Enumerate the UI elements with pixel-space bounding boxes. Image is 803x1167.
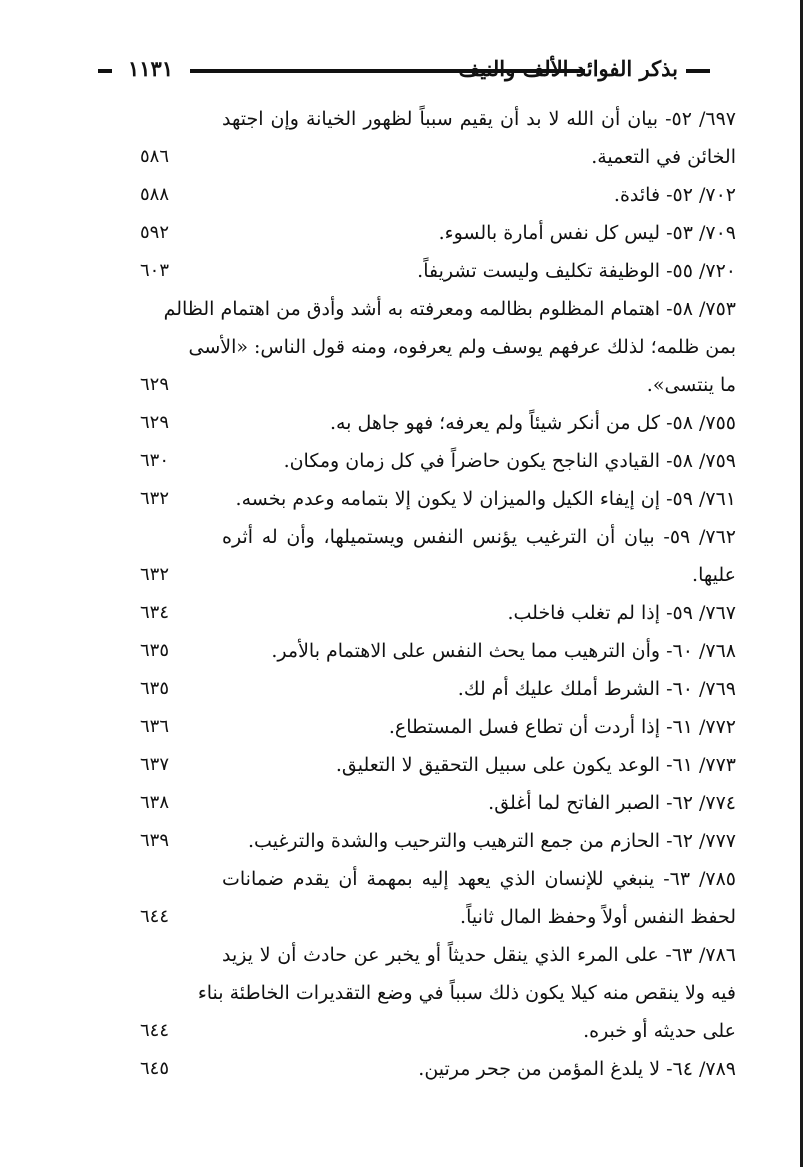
- entry-text-line: على حديثه أو خبره.: [583, 1020, 736, 1042]
- index-entry: [140, 708, 736, 746]
- index-entry: [140, 442, 736, 480]
- entry-text-line: بمن ظلمه؛ لذلك عرفهم يوسف ولم يعرفوه، ومنه قول الناس: «الأسى: [188, 336, 736, 358]
- entry-text-line: ٧٥٥/ ٥٨- كل من أنكر شيئاً ولم يعرفه؛ فهو جاهل به.: [329, 412, 736, 434]
- header-dash-right: [686, 69, 710, 73]
- index-entry: [140, 518, 736, 594]
- index-entry: [140, 176, 736, 214]
- entry-text-line: ٧٦٨/ ٦٠- وأن الترهيب مما يحث النفس على الاهتمام بالأمر.: [271, 640, 736, 662]
- entry-text-line: ٧٥٩/ ٥٨- القيادي الناجح يكون حاضراً في كل زمان ومكان.: [283, 450, 736, 472]
- index-entry: [140, 746, 736, 784]
- entry-text-line: الخائن في التعمية.: [591, 146, 736, 168]
- index-entry: [140, 860, 736, 936]
- entry-page-number: ٥٩٢: [140, 222, 170, 243]
- index-entry: [140, 252, 736, 290]
- entry-page-number: ٦٣٩: [140, 830, 170, 851]
- entry-text-line: ٦٩٧/ ٥٢- بيان أن الله لا بد أن يقيم سبباً لظهور الخيانة وإن اجتهد: [222, 108, 736, 130]
- entry-text-line: ٧٦١/ ٥٩- إن إيفاء الكيل والميزان لا يكون إلا بتمامه وعدم بخسه.: [235, 488, 736, 510]
- entry-page-number: ٦٤٥: [140, 1058, 170, 1079]
- page-number: ١١٣١: [128, 56, 174, 81]
- entry-text-line: ٧٧٣/ ٦١- الوعد يكون على سبيل التحقيق لا التعليق.: [335, 754, 736, 776]
- entry-text-line: ٧٠٢/ ٥٢- فائدة.: [613, 184, 736, 206]
- entry-page-number: ٥٨٨: [140, 184, 170, 205]
- index-entry: [140, 290, 736, 404]
- running-header: [98, 56, 710, 86]
- entry-page-number: ٦٣٠: [140, 450, 170, 471]
- entry-text-line: ما ينتسى».: [646, 374, 736, 396]
- entry-page-number: ٦٢٩: [140, 412, 170, 433]
- index-entry: [140, 100, 736, 176]
- index-entries: [140, 100, 736, 1088]
- entry-text-line: ٧٦٧/ ٥٩- إذا لم تغلب فاخلب.: [507, 602, 736, 624]
- index-entry: [140, 214, 736, 252]
- index-entry: [140, 784, 736, 822]
- index-entry: [140, 480, 736, 518]
- entry-text-line: ٧٧٤/ ٦٢- الصبر الفاتح لما أغلق.: [488, 792, 736, 814]
- entry-text-line: ٧٨٥/ ٦٣- ينبغي للإنسان الذي يعهد إليه بمهمة أن يقدم ضمانات: [222, 868, 736, 890]
- index-entry: [140, 632, 736, 670]
- entry-text-line: ٧٨٩/ ٦٤- لا يلدغ المؤمن من جحر مرتين.: [418, 1058, 736, 1080]
- index-entry: [140, 936, 736, 1050]
- entry-text-line: ٧٢٠/ ٥٥- الوظيفة تكليف وليست تشريفاً.: [417, 260, 736, 282]
- entry-page-number: ٦٣٥: [140, 640, 170, 661]
- entry-page-number: ٦٣٦: [140, 716, 170, 737]
- index-entry: [140, 670, 736, 708]
- entry-page-number: ٦٣٥: [140, 678, 170, 699]
- entry-page-number: ٦٢٩: [140, 374, 170, 395]
- entry-text-line: ٧٥٣/ ٥٨- اهتمام المظلوم بظالمه ومعرفته به أشد وأدق من اهتمام الظالم: [163, 298, 736, 320]
- running-title: بذكر الفوائد الألف والنيف: [458, 56, 678, 81]
- entry-text-line: ٧٦٩/ ٦٠- الشرط أملك عليك أم لك.: [457, 678, 736, 700]
- index-entry: [140, 404, 736, 442]
- index-entry: [140, 822, 736, 860]
- entry-page-number: ٦٤٤: [140, 906, 170, 927]
- entry-text-line: ٧٧٢/ ٦١- إذا أردت أن تطاع فسل المستطاع.: [388, 716, 736, 738]
- index-entry: [140, 594, 736, 632]
- entry-page-number: ٦٣٢: [140, 564, 170, 585]
- entry-page-number: ٦٣٢: [140, 488, 170, 509]
- entry-text-line: ٧٠٩/ ٥٣- ليس كل نفس أمارة بالسوء.: [438, 222, 736, 244]
- entry-page-number: ٦٣٤: [140, 602, 170, 623]
- entry-page-number: ٦٣٨: [140, 792, 170, 813]
- entry-page-number: ٥٨٦: [140, 146, 170, 167]
- entry-text-line: فيه ولا ينقص منه كيلا يكون ذلك سبباً في وضع التقديرات الخاطئة بناء: [197, 982, 736, 1004]
- index-entry: [140, 1050, 736, 1088]
- entry-page-number: ٦٤٤: [140, 1020, 170, 1041]
- entry-text-line: ٧٧٧/ ٦٢- الحازم من جمع الترهيب والترحيب والشدة والترغيب.: [248, 830, 736, 852]
- header-dash-left: [98, 69, 112, 73]
- entry-text-line: عليها.: [692, 564, 736, 586]
- entry-text-line: لحفظ النفس أولاً وحفظ المال ثانياً.: [460, 906, 736, 928]
- entry-text-line: ٧٦٢/ ٥٩- بيان أن الترغيب يؤنس النفس ويستميلها، وأن له أثره: [222, 526, 736, 548]
- entry-page-number: ٦٣٧: [140, 754, 170, 775]
- entry-page-number: ٦٠٣: [140, 260, 170, 281]
- entry-text-line: ٧٨٦/ ٦٣- على المرء الذي ينقل حديثاً أو يخبر عن حادث أن لا يزيد: [222, 944, 736, 966]
